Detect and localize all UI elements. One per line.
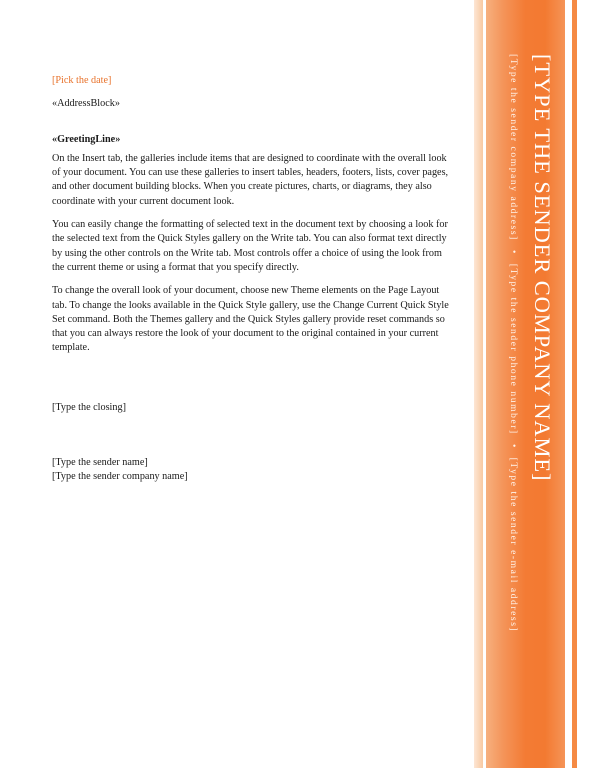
- sidebar-contact-line: [506, 54, 520, 632]
- address-block[interactable]: «AddressBlock»: [52, 98, 120, 110]
- closing-field[interactable]: [Type the closing]: [52, 401, 126, 413]
- date-field[interactable]: [Pick the date]: [52, 75, 112, 86]
- body-paragraph-1[interactable]: On the Insert tab, the galleries include items that are designed to coordinate with the overall look of your document. You can use these galleries to insert tables, headers, footers, lists, cover pages, and other document building blocks. When you create pictures, charts, or diagrams, they also coordinate with your current document look.: [52, 152, 449, 207]
- sidebar-separator-bullet: •: [508, 443, 519, 449]
- body-paragraph-2[interactable]: You can easily change the formatting of selected text in the document text by choosing a look for the selected text from the Quick Styles gallery on the Write tab. You can also format text directly by using the other controls on the Write tab. Most controls offer a choice of using the look from the current theme or using a format that you specify directly.: [52, 219, 448, 273]
- sidebar-phone-field[interactable]: [Type the sender phone number]: [508, 263, 519, 435]
- sidebar-company-name[interactable]: [TYPE THE SENDER COMPANY NAME]: [530, 54, 555, 482]
- sidebar-thin-stripe: [572, 0, 577, 768]
- sender-company-field[interactable]: [Type the sender company name]: [52, 471, 188, 483]
- sender-name-field[interactable]: [Type the sender name]: [52, 457, 148, 469]
- body-paragraph-3[interactable]: To change the overall look of your document, choose new Theme elements on the Page Layout tab. To change the looks available in the Quick Style gallery, use the Change Current Quick Style Set command. Both the Themes gallery and the Quick Styles gallery provide reset commands so that you can always restore the look of your document to the original contained in your current template.: [52, 285, 449, 354]
- sidebar-email-field[interactable]: [Type the sender e-mail address]: [508, 457, 519, 633]
- greeting-line[interactable]: «GreetingLine»: [52, 133, 121, 145]
- sidebar-light-stripe: [474, 0, 483, 768]
- sidebar-address-field[interactable]: [Type the sender company address]: [508, 54, 519, 241]
- letter-body: [52, 74, 452, 485]
- sender-signature-block: [52, 456, 452, 485]
- sidebar-separator-bullet: •: [508, 249, 519, 255]
